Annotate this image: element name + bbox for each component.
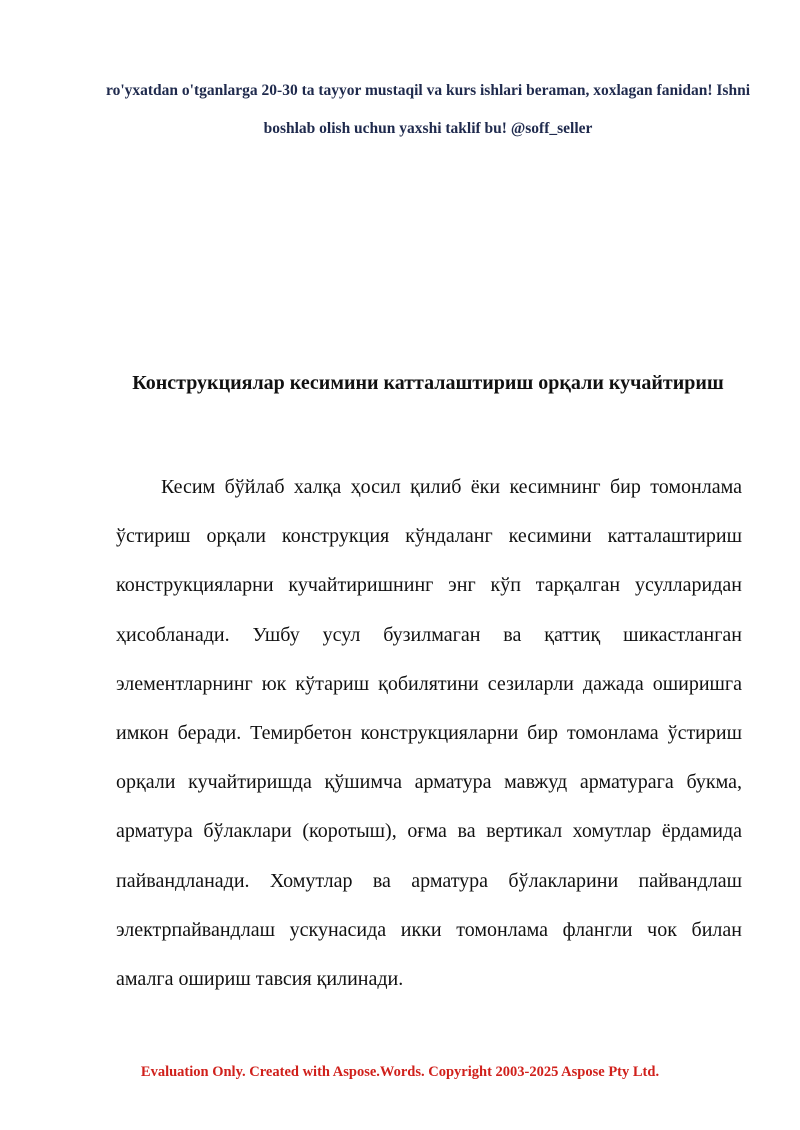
body-paragraph: Кесим бўйлаб халқа ҳосил қилиб ёки кесимнинг бир томонлама ўстириш орқали конструкция кўндаланг кесимини катталаштириш конструкцияларни кучайтиришнинг энг кўп тарқалган усулларидан ҳисобланади. Ушбу усул бузилмаган ва қаттиқ шикастланган элементларнинг юк кўтариш қобилятини сезиларли дажада оширишга имкон беради. Темирбетон конструкцияларни бир томонлама ўстириш орқали кучайтиришда қўшимча арматура мавжуд арматурага букма, арматура бўлаклари (коротыш), оғма ва вертикал хомутлар ёрдамида пайвандланади. Хомутлар ва арматура бўлакларини пайвандлаш электрпайвандлаш ускунасида икки томонлама флангли чок билан амалга ошириш тавсия қилинади. xyxy=(116,476,742,991)
evaluation-watermark: Evaluation Only. Created with Aspose.Words. Copyright 2003-2025 Aspose Pty Ltd. xyxy=(140,1064,660,1080)
promo-header-text: ro'yxatdan o'tganlarga 20-30 ta tayyor mustaqil va kurs ishlari beraman, xoxlagan fanidan! Ishni boshlab olish uchun yaxshi taklif bu! @soff_seller xyxy=(105,82,751,137)
document-title: Конструкциялар кесимини катталаштириш орқали кучайтириш xyxy=(132,372,724,394)
